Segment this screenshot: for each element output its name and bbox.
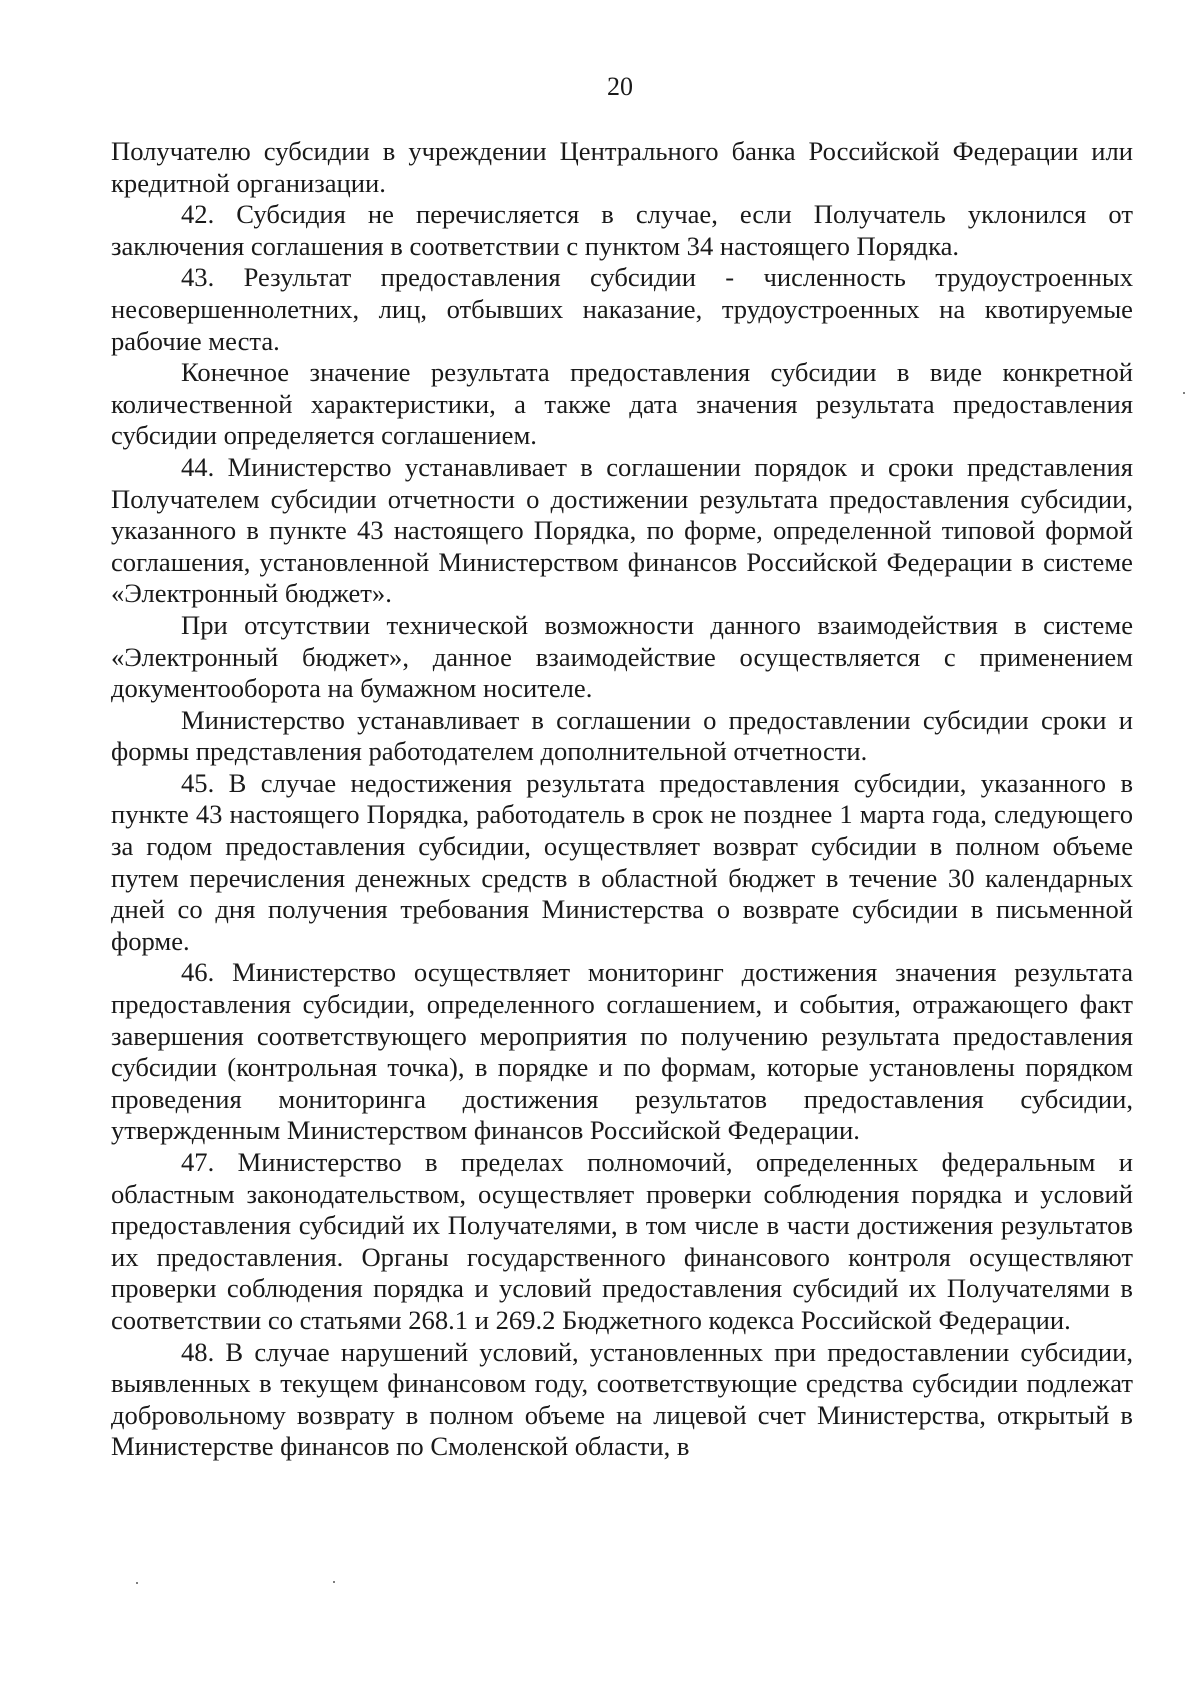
- paragraph-47: 47. Министерство в пределах полномочий, определенных федеральным и областным законодательством, осуществляет проверки соблюдения порядка и условий предоставления субсидий их Получателями, в том числе в части достижения результатов их предоставления. Органы государственного финансового контроля осуществляют проверки соблюдения порядка и условий предоставления субсидий их Получателями в соответствии со статьями 268.1 и 269.2 Бюджетного кодекса Российской Федерации.: [111, 1147, 1133, 1335]
- paragraph-44-no-technical-ability: При отсутствии технической возможности данного взаимодействия в системе «Электронный бюджет», данное взаимодействие осуществляется с применением документооборота на бумажном носителе.: [111, 609, 1133, 704]
- scan-artifact-dot: [136, 1582, 138, 1584]
- paragraph-48: 48. В случае нарушений условий, установленных при предоставлении субсидии, выявленных в текущем финансовом году, соответствующие средства субсидии подлежат добровольному возврату в полном объеме на лицевой счет Министерства, открытый в Министерстве финансов по Смоленской области, в: [111, 1336, 1133, 1462]
- paragraph-44-additional-reporting: Министерство устанавливает в соглашении о предоставлении субсидии сроки и формы представления работодателем дополнительной отчетности.: [111, 704, 1133, 767]
- paragraph-43-final-value: Конечное значение результата предоставления субсидии в виде конкретной количественной характеристики, а также дата значения результата предоставления субсидии определяется соглашением.: [111, 357, 1133, 451]
- scan-artifact-dot: [333, 1581, 335, 1583]
- paragraph-46: 46. Министерство осуществляет мониторинг достижения значения результата предоставления субсидии, определенного соглашением, и события, отражающего факт завершения соответствующего мероприятия по получению результата предоставления субсидии (контрольная точка), в порядке и по формам, которые установлены порядком проведения мониторинга достижения результатов предоставления субсидии, утвержденным Министерством финансов Российской Федерации.: [111, 957, 1133, 1146]
- scan-artifact-dot: [1183, 392, 1185, 394]
- paragraph-45: 45. В случае недостижения результата предоставления субсидии, указанного в пункте 43 настоящего Порядка, работодатель в срок не позднее 1 марта года, следующего за годом предоставления субсидии, осуществляет возврат субсидии в полном объеме путем перечисления денежных средств в областной бюджет в течение 30 календарных дней со дня получения требования Министерства о возврате субсидии в письменной форме.: [111, 767, 1133, 956]
- paragraph-44: 44. Министерство устанавливает в соглашении порядок и сроки представления Получателем субсидии отчетности о достижении результата предоставления субсидии, указанного в пункте 43 настоящего Порядка, по форме, определенной типовой формой соглашения, установленной Министерством финансов Российской Федерации в системе «Электронный бюджет».: [111, 451, 1133, 609]
- paragraph-continuation: Получателю субсидии в учреждении Центрального банка Российской Федерации или кредитной организации.: [111, 136, 1133, 198]
- paragraph-43: 43. Результат предоставления субсидии - численность трудоустроенных несовершеннолетних, лиц, отбывших наказание, трудоустроенных на квотируемые рабочие места.: [111, 262, 1133, 356]
- page-number: 20: [607, 72, 633, 101]
- document-body: [111, 136, 1133, 1463]
- paragraph-42: 42. Субсидия не перечисляется в случае, если Получатель уклонился от заключения соглашения в соответствии с пунктом 34 настоящего Порядка.: [111, 199, 1133, 261]
